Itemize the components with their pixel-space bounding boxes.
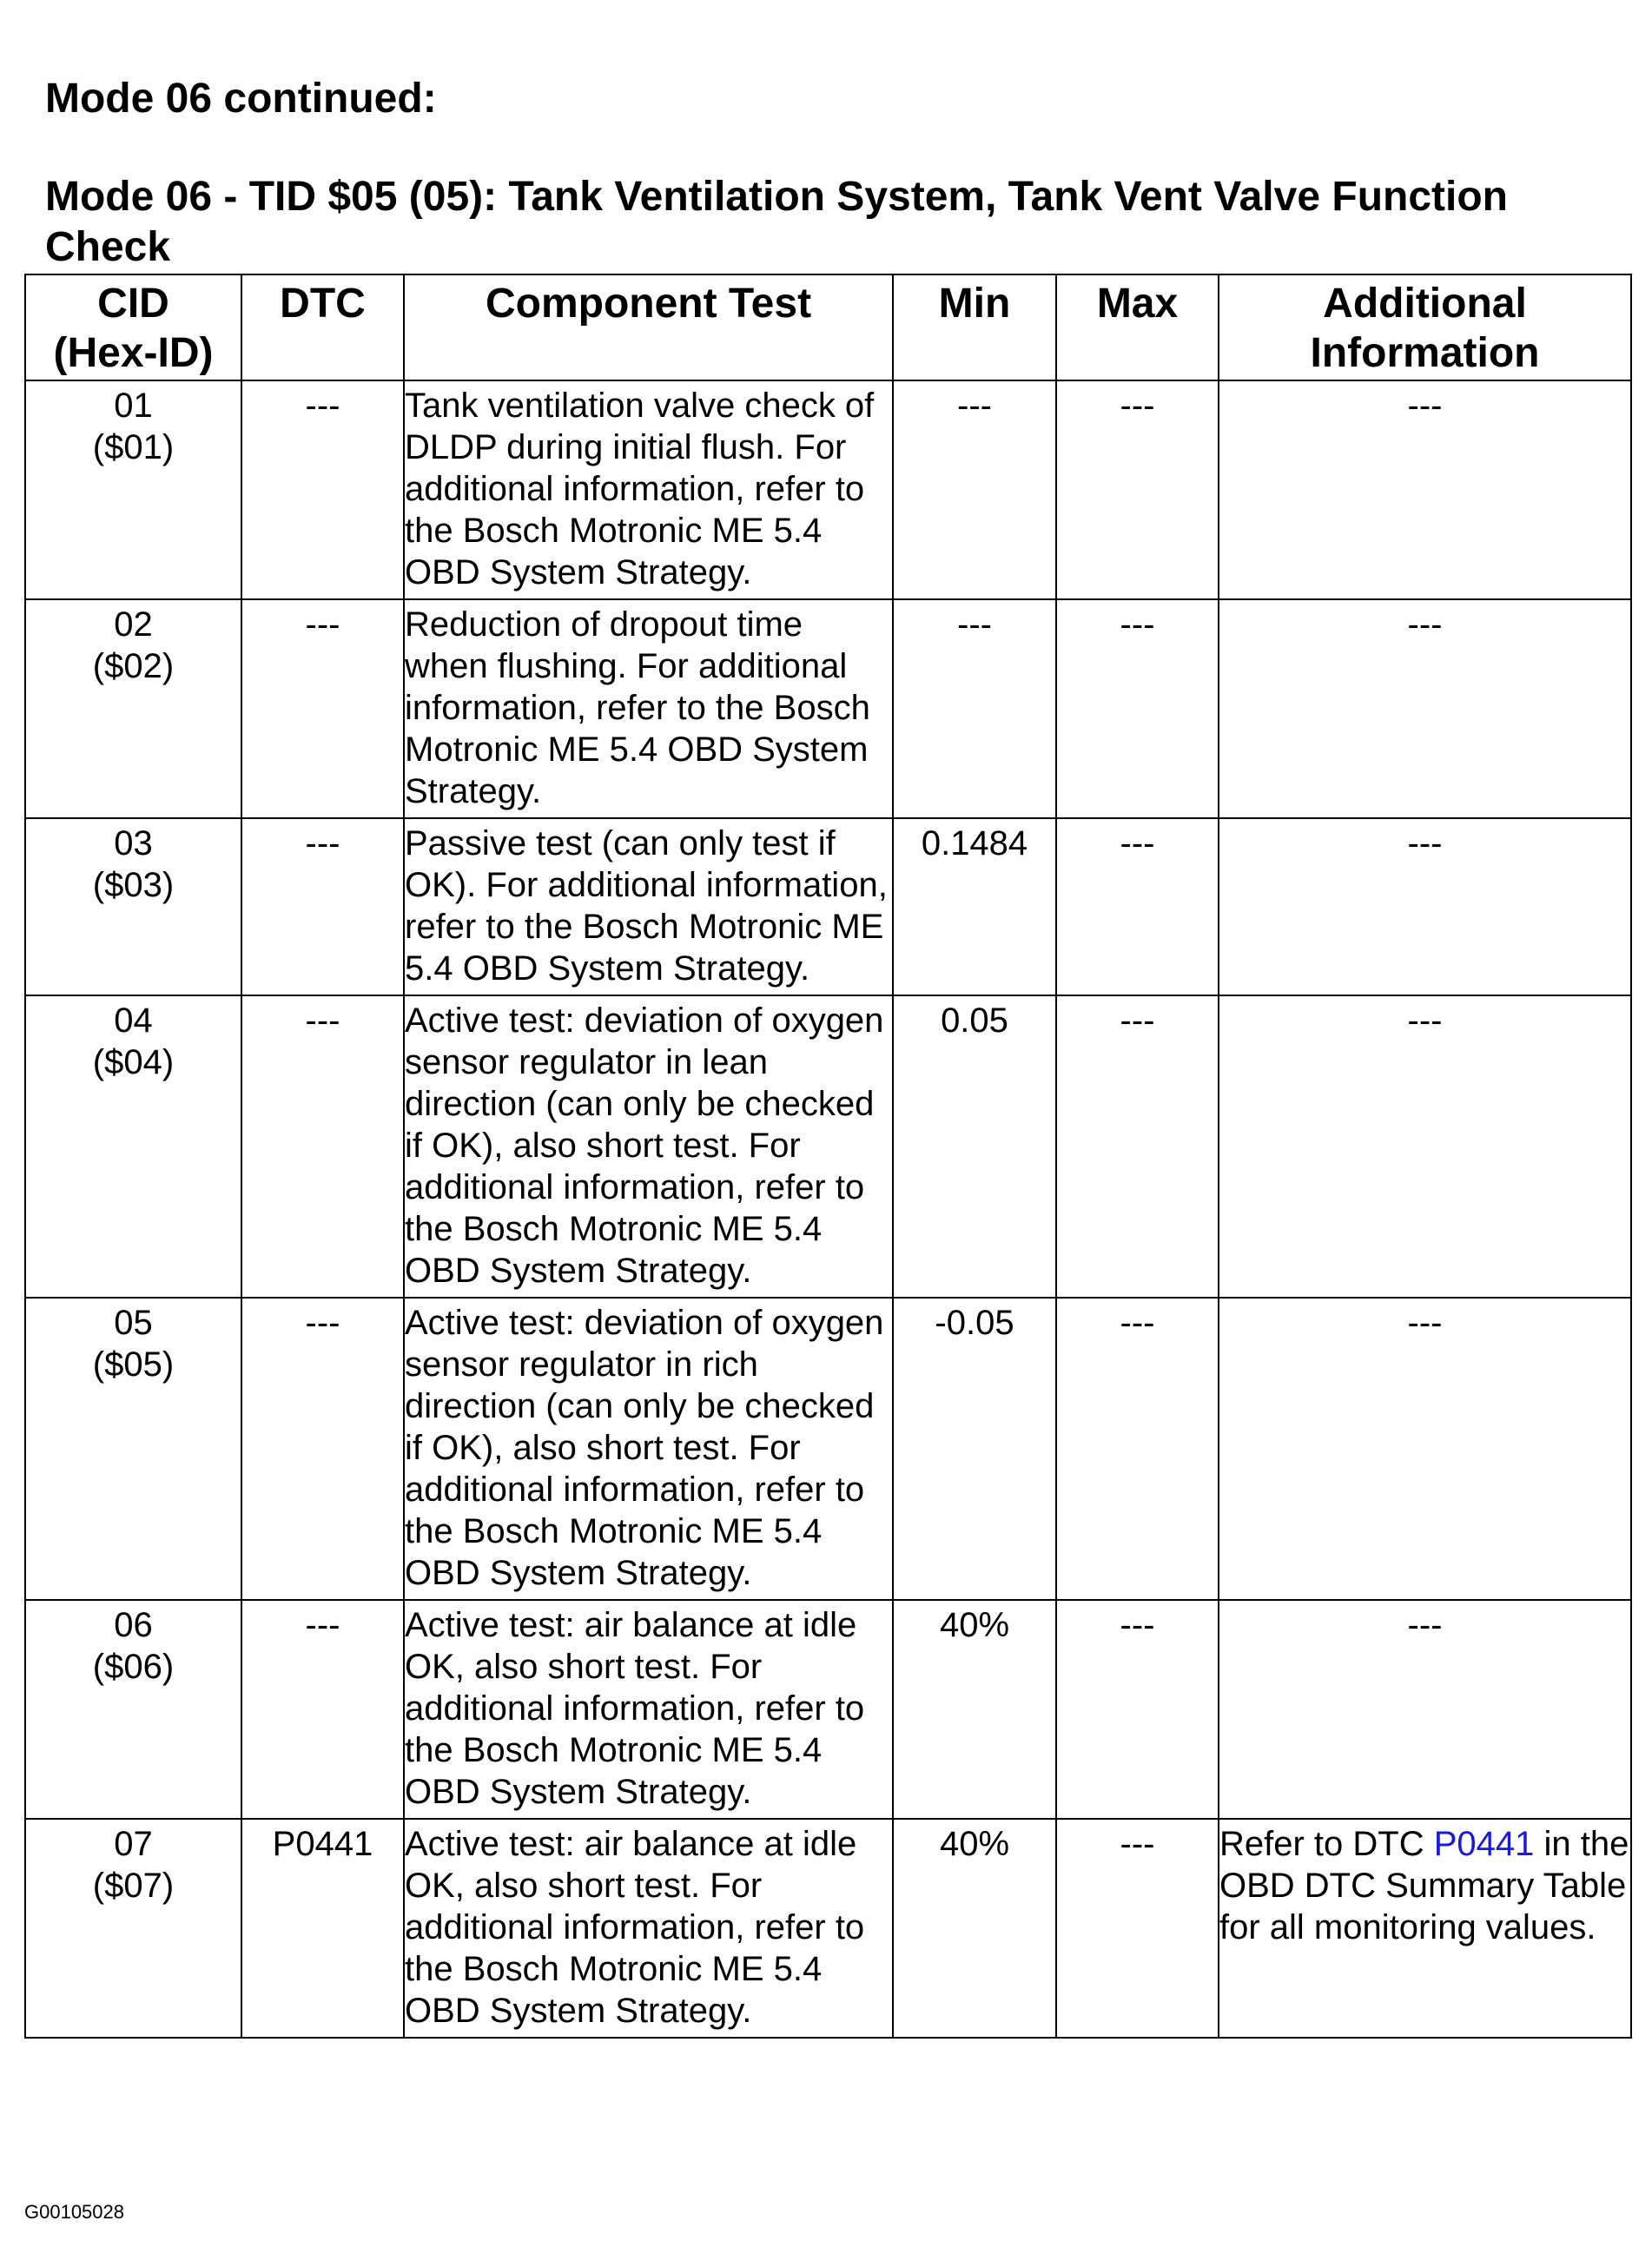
min-cell: -0.05 — [893, 1298, 1056, 1600]
table-row — [25, 1600, 1631, 1819]
table-row — [25, 1298, 1631, 1600]
max-cell: --- — [1056, 599, 1219, 818]
min-cell: 0.1484 — [893, 818, 1056, 995]
component-test-cell: Active test: air balance at idle OK, also short test. For additional information, refer to the Bosch Motronic ME 5.4 OBD System Strategy. — [404, 1600, 893, 1819]
table-row — [25, 380, 1631, 599]
header-cid: CID (Hex-ID) — [25, 274, 241, 380]
additional-cell — [1219, 1819, 1631, 2038]
additional-text-prefix: Refer to DTC — [1219, 1825, 1434, 1863]
component-test-cell: Passive test (can only test if OK). For additional information, refer to the Bosch Motronic ME 5.4 OBD System Strategy. — [404, 818, 893, 995]
max-cell: --- — [1056, 1600, 1219, 1819]
min-cell: 40% — [893, 1600, 1056, 1819]
cid-cell: 01 ($01) — [25, 380, 241, 599]
dtc-cell: P0441 — [241, 1819, 404, 2038]
header-component-test: Component Test — [404, 274, 893, 380]
header-additional-information: Additional Information — [1219, 274, 1631, 380]
cid-cell: 06 ($06) — [25, 1600, 241, 1819]
dtc-cell: --- — [241, 380, 404, 599]
min-cell: 40% — [893, 1819, 1056, 2038]
table-row — [25, 599, 1631, 818]
table-row — [25, 995, 1631, 1298]
cid-cell: 05 ($05) — [25, 1298, 241, 1600]
additional-text-suffix: in the OBD DTC Summary Table for all monitoring values. — [1219, 1825, 1629, 1946]
dtc-cell: --- — [241, 995, 404, 1298]
dtc-cell: --- — [241, 599, 404, 818]
mode06-table — [24, 274, 1632, 2039]
dtc-cell: --- — [241, 1600, 404, 1819]
min-cell: --- — [893, 380, 1056, 599]
max-cell: --- — [1056, 1819, 1219, 2038]
additional-cell: --- — [1219, 380, 1631, 599]
table-header-row — [25, 274, 1631, 380]
cid-cell: 07 ($07) — [25, 1819, 241, 2038]
component-test-cell: Reduction of dropout time when flushing. For additional information, refer to the Bosch Motronic ME 5.4 OBD System Strategy. — [404, 599, 893, 818]
min-cell: 0.05 — [893, 995, 1056, 1298]
header-min: Min — [893, 274, 1056, 380]
cid-cell: 02 ($02) — [25, 599, 241, 818]
cid-cell: 03 ($03) — [25, 818, 241, 995]
additional-cell: --- — [1219, 1600, 1631, 1819]
section-heading: Mode 06 continued: — [45, 76, 437, 122]
additional-cell: --- — [1219, 1298, 1631, 1600]
component-test-cell: Active test: air balance at idle OK, also short test. For additional information, refer to the Bosch Motronic ME 5.4 OBD System Strategy. — [404, 1819, 893, 2038]
figure-id: G00105028 — [24, 2201, 124, 2223]
table-row — [25, 1819, 1631, 2038]
component-test-cell: Active test: deviation of oxygen sensor regulator in lean direction (can only be checked if OK), also short test. For additional information, refer to the Bosch Motronic ME 5.4 OBD System Strategy. — [404, 995, 893, 1298]
header-max: Max — [1056, 274, 1219, 380]
header-dtc: DTC — [241, 274, 404, 380]
max-cell: --- — [1056, 1298, 1219, 1600]
cid-cell: 04 ($04) — [25, 995, 241, 1298]
min-cell: --- — [893, 599, 1056, 818]
component-test-cell: Tank ventilation valve check of DLDP during initial flush. For additional information, refer to the Bosch Motronic ME 5.4 OBD System Strategy. — [404, 380, 893, 599]
page-title: Mode 06 - TID $05 (05): Tank Ventilation System, Tank Vent Valve Function Check — [45, 174, 1508, 270]
additional-cell: --- — [1219, 599, 1631, 818]
additional-cell: --- — [1219, 818, 1631, 995]
dtc-p0441-link[interactable]: P0441 — [1433, 1825, 1535, 1863]
table-row — [25, 818, 1631, 995]
dtc-cell: --- — [241, 1298, 404, 1600]
max-cell: --- — [1056, 818, 1219, 995]
max-cell: --- — [1056, 380, 1219, 599]
max-cell: --- — [1056, 995, 1219, 1298]
additional-cell: --- — [1219, 995, 1631, 1298]
component-test-cell: Active test: deviation of oxygen sensor regulator in rich direction (can only be checked if OK), also short test. For additional information, refer to the Bosch Motronic ME 5.4 OBD System Strategy. — [404, 1298, 893, 1600]
dtc-cell: --- — [241, 818, 404, 995]
